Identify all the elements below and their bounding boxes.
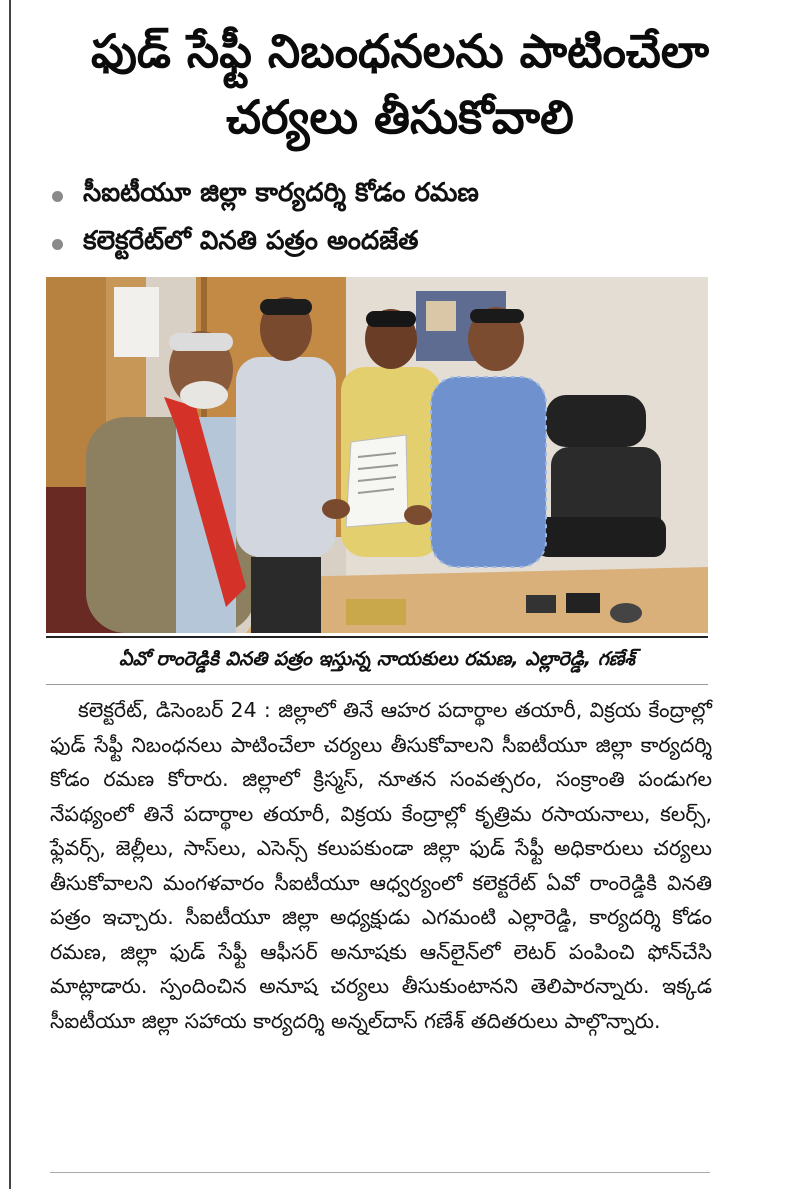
bullet-item xyxy=(52,220,752,268)
bullet-text: కలెక్టరేట్‌లో వినతి పత్రం అందజేత xyxy=(83,226,419,256)
article-body xyxy=(50,693,712,1038)
photo-caption xyxy=(46,636,708,685)
news-photo xyxy=(46,277,708,633)
photo-illustration xyxy=(46,277,708,633)
bullet-item xyxy=(52,172,752,220)
photo-caption-text: ఏవో రాంరెడ్డికి వినతి పత్రం ఇస్తున్న నాయకులు రమణ, ఎల్లారెడ్డి, గణేశ్ xyxy=(119,647,635,670)
headline-line-1: ఫుడ్ సేఫ్టీ నిబంధనలను పాటించేలా xyxy=(90,24,710,78)
article-paragraph: కలెక్టరేట్, డిసెంబర్ 24 : జిల్లాలో తినే ఆహర పదార్థాల తయారీ, విక్రయ కేంద్రాల్లో ఫుడ్ సేఫ్టీ నిబంధనలు పాటించేలా చర్యలు తీసుకోవాలని సీఐటీయూ జిల్లా కార్యదర్శి కోడం రమణ కోరారు. జిల్లాలో క్రిస్మస్, నూతన సంవత్సరం, సంక్రాంతి పండుగల నేపథ్యంలో తినే పదార్థాల తయారీ, విక్రయ కేంద్రాల్లో కృత్రిమ రసాయనాలు, కలర్స్, ఫ్లేవర్స్, జెల్లీలు, సాస్‌లు, ఎసెన్స్ కలుపకుండా జిల్లా ఫుడ్ సేఫ్టీ అధికారులు చర్యలు తీసుకోవాలని మంగళవారం సీఐటీయూ ఆధ్వర్యంలో కలెక్టరేట్ ఏవో రాంరెడ్డికి వినతి పత్రం ఇచ్చారు. సీఐటీయూ జిల్లా అధ్యక్షుడు ఎగమంటి ఎల్లారెడ్డి, కార్యదర్శి కోడం రమణ, జిల్లా ఫుడ్ సేఫ్టీ ఆఫీసర్ అనూషకు ఆన్‌లైన్‌లో లెటర్ పంపించి ఫోన్‌చేసి మాట్లాడారు. స్పందించిన అనూష చర్యలు తీసుకుంటానని తెలిపారన్నారు. ఇక్కడ సీఐటీయూ జిల్లా సహాయ కార్యదర్శి అన్నల్‌దాస్ గణేశ్ తదితరులు పాల్గొన్నారు. xyxy=(50,698,712,1033)
subheading-bullets xyxy=(52,172,752,268)
bottom-rule xyxy=(50,1172,710,1173)
bullet-text: సీఐటీయూ జిల్లా కార్యదర్శి కోడం రమణ xyxy=(83,178,479,208)
headline-line-2: చర్యలు తీసుకోవాలి xyxy=(226,90,574,144)
article-headline xyxy=(40,18,760,150)
bullet-dot-icon xyxy=(52,191,63,202)
bullet-dot-icon xyxy=(52,239,63,250)
column-rule xyxy=(9,0,11,1189)
